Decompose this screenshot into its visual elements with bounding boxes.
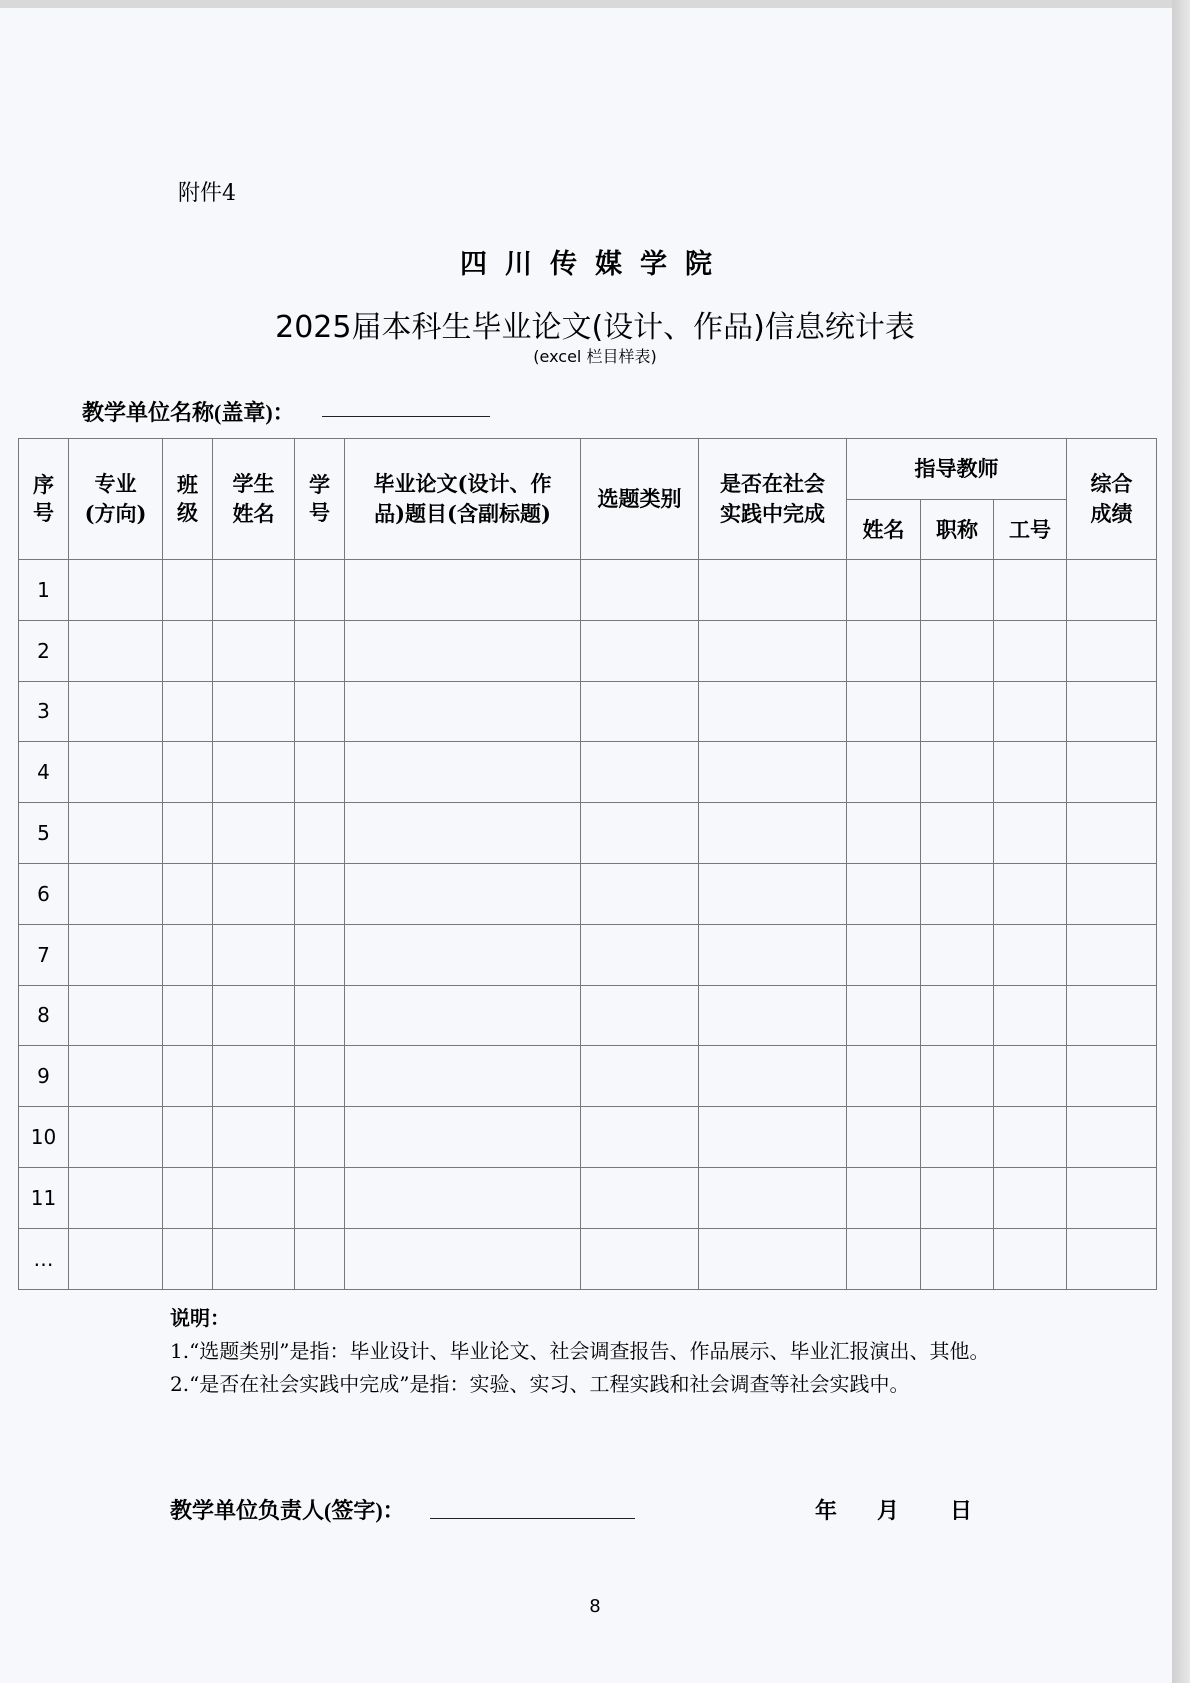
table-cell[interactable] bbox=[921, 924, 994, 985]
table-row bbox=[19, 560, 1157, 621]
table-cell[interactable] bbox=[1067, 742, 1157, 803]
table-cell[interactable] bbox=[163, 924, 213, 985]
date-month: 月 bbox=[877, 1498, 900, 1523]
row-number: 6 bbox=[19, 863, 69, 924]
notes-section bbox=[170, 1302, 1010, 1401]
table-cell[interactable] bbox=[69, 803, 163, 864]
table-cell[interactable] bbox=[295, 803, 345, 864]
table-cell[interactable] bbox=[163, 985, 213, 1046]
table-cell[interactable] bbox=[163, 560, 213, 621]
table-cell[interactable] bbox=[1067, 1046, 1157, 1107]
table-cell[interactable] bbox=[994, 1046, 1067, 1107]
table-cell[interactable] bbox=[581, 803, 699, 864]
row-number: 3 bbox=[19, 681, 69, 742]
table-cell[interactable] bbox=[994, 1107, 1067, 1168]
table-cell[interactable] bbox=[921, 620, 994, 681]
table-cell[interactable] bbox=[213, 803, 295, 864]
table-cell[interactable] bbox=[921, 681, 994, 742]
row-number: … bbox=[19, 1228, 69, 1289]
row-number: 8 bbox=[19, 985, 69, 1046]
table-cell[interactable] bbox=[345, 1228, 581, 1289]
table-cell[interactable] bbox=[847, 1228, 921, 1289]
table-cell[interactable] bbox=[581, 1046, 699, 1107]
row-number: 4 bbox=[19, 742, 69, 803]
note-item-1: 1.“选题类别”是指：毕业设计、毕业论文、社会调查报告、作品展示、毕业汇报演出、其他。 bbox=[170, 1339, 990, 1363]
table-cell[interactable] bbox=[295, 1046, 345, 1107]
table-cell[interactable] bbox=[994, 985, 1067, 1046]
table-cell[interactable] bbox=[581, 863, 699, 924]
table-cell[interactable] bbox=[847, 681, 921, 742]
table-row bbox=[19, 1228, 1157, 1289]
table-cell[interactable] bbox=[163, 620, 213, 681]
header-advisor-id: 工号 bbox=[994, 500, 1067, 560]
table-cell[interactable] bbox=[994, 924, 1067, 985]
table-cell[interactable] bbox=[345, 1046, 581, 1107]
table-cell[interactable] bbox=[69, 924, 163, 985]
table-cell[interactable] bbox=[699, 924, 847, 985]
table-cell[interactable] bbox=[1067, 1167, 1157, 1228]
table-cell[interactable] bbox=[295, 924, 345, 985]
table-cell[interactable] bbox=[581, 985, 699, 1046]
table-cell[interactable] bbox=[69, 1228, 163, 1289]
table-cell[interactable] bbox=[699, 681, 847, 742]
notes-title: 说明： bbox=[170, 1306, 230, 1330]
info-table bbox=[18, 438, 1157, 1290]
table-cell[interactable] bbox=[163, 681, 213, 742]
table-cell[interactable] bbox=[345, 620, 581, 681]
unit-name-label: 教学单位名称(盖章)： bbox=[82, 400, 295, 425]
table-cell[interactable] bbox=[581, 560, 699, 621]
table-cell[interactable] bbox=[69, 560, 163, 621]
table-cell[interactable] bbox=[213, 742, 295, 803]
table-cell[interactable] bbox=[994, 560, 1067, 621]
table-row bbox=[19, 620, 1157, 681]
table-cell[interactable] bbox=[295, 560, 345, 621]
table-cell[interactable] bbox=[295, 620, 345, 681]
header-advisor-title: 职称 bbox=[921, 500, 994, 560]
table-cell[interactable] bbox=[699, 863, 847, 924]
table-cell[interactable] bbox=[581, 1107, 699, 1168]
table-cell[interactable] bbox=[295, 1167, 345, 1228]
table-cell[interactable] bbox=[345, 1167, 581, 1228]
header-student-id: 学号 bbox=[295, 439, 345, 560]
header-class: 班级 bbox=[163, 439, 213, 560]
table-cell[interactable] bbox=[847, 560, 921, 621]
header-advisor-group: 指导教师 bbox=[847, 439, 1067, 500]
header-thesis-title: 毕业论文(设计、作品)题目(含副标题) bbox=[345, 439, 581, 560]
header-seq: 序号 bbox=[19, 439, 69, 560]
table-cell[interactable] bbox=[921, 1228, 994, 1289]
table-cell[interactable] bbox=[1067, 803, 1157, 864]
note-item-2: 2.“是否在社会实践中完成”是指：实验、实习、工程实践和社会调查等社会实践中。 bbox=[170, 1372, 910, 1396]
table-cell[interactable] bbox=[1067, 863, 1157, 924]
page-number: 8 bbox=[589, 1596, 601, 1617]
table-cell[interactable] bbox=[1067, 985, 1157, 1046]
signature-blank bbox=[430, 1518, 635, 1519]
table-cell[interactable] bbox=[345, 803, 581, 864]
table-cell[interactable] bbox=[1067, 1228, 1157, 1289]
table-cell[interactable] bbox=[69, 1167, 163, 1228]
table-row bbox=[19, 681, 1157, 742]
table-cell[interactable] bbox=[921, 985, 994, 1046]
table-cell[interactable] bbox=[699, 1228, 847, 1289]
date-year: 年 bbox=[815, 1498, 838, 1523]
table-cell[interactable] bbox=[295, 985, 345, 1046]
table-cell[interactable] bbox=[163, 863, 213, 924]
table-cell[interactable] bbox=[213, 1228, 295, 1289]
table-cell[interactable] bbox=[921, 742, 994, 803]
table-cell[interactable] bbox=[163, 1167, 213, 1228]
table-row bbox=[19, 924, 1157, 985]
table-cell[interactable] bbox=[69, 1107, 163, 1168]
table-cell[interactable] bbox=[581, 1167, 699, 1228]
table-cell[interactable] bbox=[847, 742, 921, 803]
school-name: 四川传媒学院 bbox=[460, 249, 730, 280]
document-title: 2025届本科生毕业论文(设计、作品)信息统计表 bbox=[275, 310, 915, 345]
table-row bbox=[19, 863, 1157, 924]
table-cell[interactable] bbox=[847, 803, 921, 864]
table-cell[interactable] bbox=[581, 924, 699, 985]
table-cell[interactable] bbox=[295, 681, 345, 742]
table-cell[interactable] bbox=[847, 1046, 921, 1107]
table-cell[interactable] bbox=[699, 1046, 847, 1107]
table-row bbox=[19, 1167, 1157, 1228]
table-row bbox=[19, 985, 1157, 1046]
table-cell[interactable] bbox=[345, 560, 581, 621]
table-cell[interactable] bbox=[847, 1107, 921, 1168]
table-cell[interactable] bbox=[295, 863, 345, 924]
table-cell[interactable] bbox=[213, 863, 295, 924]
table-cell[interactable] bbox=[994, 1228, 1067, 1289]
table-cell[interactable] bbox=[921, 863, 994, 924]
table-cell[interactable] bbox=[921, 1046, 994, 1107]
table-cell[interactable] bbox=[213, 985, 295, 1046]
table-cell[interactable] bbox=[345, 863, 581, 924]
table-cell[interactable] bbox=[994, 681, 1067, 742]
table-cell[interactable] bbox=[994, 863, 1067, 924]
row-number: 2 bbox=[19, 620, 69, 681]
table-cell[interactable] bbox=[163, 803, 213, 864]
table-cell[interactable] bbox=[213, 924, 295, 985]
table-cell[interactable] bbox=[1067, 620, 1157, 681]
table-cell[interactable] bbox=[699, 742, 847, 803]
table-cell[interactable] bbox=[213, 1167, 295, 1228]
table-cell[interactable] bbox=[921, 1107, 994, 1168]
table-cell[interactable] bbox=[921, 1167, 994, 1228]
table-row bbox=[19, 1046, 1157, 1107]
unit-name-blank bbox=[322, 416, 490, 417]
table-cell[interactable] bbox=[295, 1107, 345, 1168]
table-cell[interactable] bbox=[345, 985, 581, 1046]
table-cell[interactable] bbox=[163, 1046, 213, 1107]
table-cell[interactable] bbox=[581, 742, 699, 803]
table-cell[interactable] bbox=[581, 1228, 699, 1289]
row-number: 9 bbox=[19, 1046, 69, 1107]
table-cell[interactable] bbox=[295, 1228, 345, 1289]
table-cell[interactable] bbox=[345, 924, 581, 985]
table-cell[interactable] bbox=[581, 681, 699, 742]
table-cell[interactable] bbox=[163, 1107, 213, 1168]
table-row bbox=[19, 1107, 1157, 1168]
table-cell[interactable] bbox=[69, 863, 163, 924]
table-cell[interactable] bbox=[699, 985, 847, 1046]
header-advisor-name: 姓名 bbox=[847, 500, 921, 560]
table-cell[interactable] bbox=[69, 620, 163, 681]
table-cell[interactable] bbox=[69, 1046, 163, 1107]
table-cell[interactable] bbox=[921, 803, 994, 864]
table-row bbox=[19, 803, 1157, 864]
table-cell[interactable] bbox=[847, 924, 921, 985]
table-cell[interactable] bbox=[1067, 924, 1157, 985]
table-cell[interactable] bbox=[699, 803, 847, 864]
row-number: 5 bbox=[19, 803, 69, 864]
table-cell[interactable] bbox=[699, 620, 847, 681]
table-cell[interactable] bbox=[69, 681, 163, 742]
table-cell[interactable] bbox=[994, 1167, 1067, 1228]
table-cell[interactable] bbox=[163, 742, 213, 803]
table-cell[interactable] bbox=[581, 620, 699, 681]
row-number: 1 bbox=[19, 560, 69, 621]
table-cell[interactable] bbox=[994, 620, 1067, 681]
row-number: 10 bbox=[19, 1107, 69, 1168]
row-number: 7 bbox=[19, 924, 69, 985]
table-cell[interactable] bbox=[699, 1167, 847, 1228]
table-cell[interactable] bbox=[213, 1107, 295, 1168]
table-cell[interactable] bbox=[345, 681, 581, 742]
table-cell[interactable] bbox=[213, 681, 295, 742]
signature-label: 教学单位负责人(签字)： bbox=[170, 1498, 405, 1523]
table-cell[interactable] bbox=[994, 742, 1067, 803]
table-cell[interactable] bbox=[69, 985, 163, 1046]
table-cell[interactable] bbox=[213, 1046, 295, 1107]
table-cell[interactable] bbox=[921, 560, 994, 621]
table-cell[interactable] bbox=[847, 1167, 921, 1228]
table-cell[interactable] bbox=[847, 985, 921, 1046]
table-cell[interactable] bbox=[994, 803, 1067, 864]
table-cell[interactable] bbox=[1067, 681, 1157, 742]
table-cell[interactable] bbox=[213, 620, 295, 681]
header-student-name: 学生姓名 bbox=[213, 439, 295, 560]
attachment-label: 附件4 bbox=[178, 181, 236, 206]
table-cell[interactable] bbox=[69, 742, 163, 803]
table-cell[interactable] bbox=[1067, 560, 1157, 621]
table-cell[interactable] bbox=[345, 742, 581, 803]
header-topic-type: 选题类别 bbox=[581, 439, 699, 560]
table-cell[interactable] bbox=[847, 620, 921, 681]
table-cell[interactable] bbox=[847, 863, 921, 924]
table-cell[interactable] bbox=[345, 1107, 581, 1168]
header-score: 综合成绩 bbox=[1067, 439, 1157, 560]
date-day: 日 bbox=[950, 1498, 973, 1523]
table-cell[interactable] bbox=[295, 742, 345, 803]
table-cell[interactable] bbox=[213, 560, 295, 621]
table-cell[interactable] bbox=[699, 1107, 847, 1168]
document-subtitle: (excel 栏目样表) bbox=[533, 347, 657, 366]
header-major: 专业(方向) bbox=[69, 439, 163, 560]
table-cell[interactable] bbox=[163, 1228, 213, 1289]
header-social-practice: 是否在社会实践中完成 bbox=[699, 439, 847, 560]
row-number: 11 bbox=[19, 1167, 69, 1228]
table-cell[interactable] bbox=[1067, 1107, 1157, 1168]
table-row bbox=[19, 742, 1157, 803]
table-cell[interactable] bbox=[699, 560, 847, 621]
